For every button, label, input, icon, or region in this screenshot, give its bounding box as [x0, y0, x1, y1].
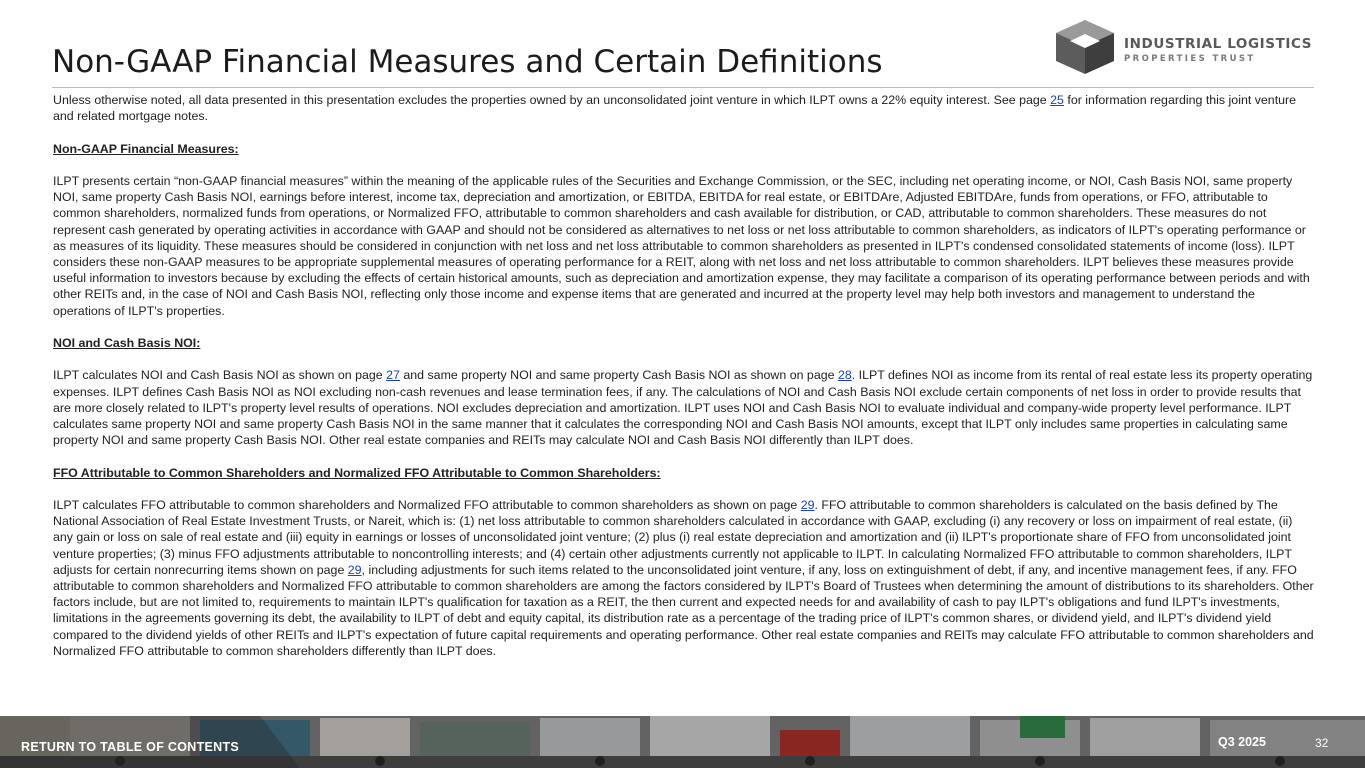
section-heading-ffo: FFO Attributable to Common Shareholders and Normalized FFO Attributable to Common Shareholders:: [53, 465, 661, 480]
definitions-body: [53, 92, 1315, 675]
page-link-27[interactable]: 27: [386, 368, 400, 383]
page-link-25[interactable]: 25: [1050, 93, 1064, 107]
logo-text-line2: PROPERTIES TRUST: [1124, 54, 1256, 64]
noi-text-2: and same property NOI and same property Cash Basis NOI as shown on page: [399, 368, 838, 383]
return-to-toc-link[interactable]: RETURN TO TABLE OF CONTENTS: [21, 740, 240, 754]
logo-cube-icon: [1054, 20, 1116, 74]
intro-text-end: for information regarding this joint venture and related mortgage notes.: [53, 93, 1297, 124]
section-heading-noi: NOI and Cash Basis NOI:: [53, 336, 201, 350]
section-heading-non-gaap: Non-GAAP Financial Measures:: [53, 141, 239, 156]
footer-banner: [0, 716, 1365, 768]
page-title: Non-GAAP Financial Measures and Certain Definitions: [52, 44, 883, 80]
section-body-noi: [53, 367, 1315, 448]
page-link-29-second[interactable]: 29: [347, 562, 362, 577]
ffo-text-1: ILPT calculates FFO attributable to common shareholders and Normalized FFO attributable to common shareholders as shown on page: [53, 497, 801, 512]
section-body-ffo: [53, 497, 1315, 659]
intro-paragraph: [53, 92, 1315, 124]
page-link-28[interactable]: 28: [837, 368, 852, 383]
logo-text-line1: INDUSTRIAL LOGISTICS: [1124, 36, 1313, 52]
section-body-non-gaap: ILPT presents certain “non-GAAP financial measures” within the meaning of the applicable rules of the Securities and Exchange Commission, or the SEC, including net operating income, or NOI, Cash Basis NOI, same property NOI, same property Cash Basis NOI, earnings before interest, income tax, depreciation and amortization, or EBITDA, EBITDA for real estate, or EBITDAre, Adjusted EBITDAre, funds from operations, or FFO, attributable to common shareholders, normalized funds from operations, or Normalized FFO, attributable to common shareholders and cash available for distribution, or CAD, attributable to common shareholders. These measures do not represent cash generated by operating activities in accordance with GAAP and should not be considered as alternatives to net loss or net loss attributable to common shareholders, as indicators of ILPT's operating performance or as measures of its liquidity. These measures should be considered in conjunction with net loss and net loss attributable to common shareholders as presented in ILPT's condensed consolidated statements of income (loss). ILPT considers these non-GAAP measures to be appropriate supplemental measures of operating performance for a REIT, along with net loss and net loss attributable to common shareholders. ILPT believes these measures provide useful information to investors because by excluding the effects of certain historical amounts, such as depreciation and amortization expense, they may facilitate a comparison of its operating performance between periods and with other REITs and, in the case of NOI and Cash Basis NOI, reflecting only those income and expense items that are generated and incurred at the property level may help both investors and management to understand the operations of ILPT's properties.: [53, 173, 1310, 318]
ffo-text-3: , including adjustments for such items related to the unconsolidated joint venture, if any, loss on extinguishment of debt, if any, and incentive management fees, if any. FFO attributable to common shareholders and Normalized FFO attributable to common shareholders are among the factors considered by ILPT's Board of Trustees when determining the amount of distributions to its shareholders. Other factors include, but are not limited to, requirements to maintain ILPT's qualification for taxation as a REIT, the then current and expected needs for and availability of cash to pay ILPT's obligations and fund ILPT's investments, limitations in the agreements governing its debt, the availability to ILPT of debt and equity capital, its distribution rate as a percentage of the trading price of ILPT's common shares, or dividend yield, and ILPT's dividend yield compared to the dividend yields of other REITs and ILPT's expectation of future capital requirements and operating performance. Other real estate companies and REITs may calculate FFO attributable to common shareholders and Normalized FFO attributable to common shareholders differently than ILPT does.: [53, 562, 1314, 658]
title-divider: [52, 87, 1314, 88]
quarter-label: Q3 2025: [1218, 735, 1266, 749]
page-number: 32: [1315, 736, 1329, 750]
noi-text-1: ILPT calculates NOI and Cash Basis NOI as shown on page: [53, 368, 387, 383]
ffo-text-2: . FFO attributable to common shareholders is calculated on the basis defined by The National Association of Real Estate Investment Trusts, or Nareit, which is: (1) net loss attributable to common shareholders calculated in accordance with GAAP, excluding (i) any recovery or loss on impairment of real estate, (ii) any gain or loss on sale of real estate and (iii) equity in earnings or losses of unconsolidated joint venture; (2) plus (i) real estate depreciation and amortization and (ii) ILPT's proportionate share of FFO from unconsolidated joint venture properties; (3) minus FFO adjustments attributable to noncontrolling interests; and (4) certain other adjustments currently not applicable to ILPT. In calculating Normalized FFO attributable to common shareholders, ILPT adjusts for certain nonrecurring items shown on page: [53, 497, 1293, 577]
company-logo: [1054, 20, 1324, 74]
noi-text-3: . ILPT defines NOI as income from its rental of real estate less its property operating expenses. ILPT defines Cash Basis NOI as NOI excluding non-cash revenues and lease termination fees, if any. The calculations of NOI and Cash Basis NOI exclude certain components of net loss in order to provide results that are more closely related to ILPT's property level results of operations. NOI excludes depreciation and amortization. ILPT uses NOI and Cash Basis NOI to evaluate individual and company-wide property level performance. ILPT calculates same property NOI and same property Cash Basis NOI in the same manner that it calculates the corresponding NOI and Cash Basis NOI amounts, except that ILPT only includes same properties in calculating same property NOI and same property Cash Basis NOI. Other real estate companies and REITs may calculate NOI and Cash Basis NOI differently than ILPT does.: [53, 368, 1313, 448]
intro-text: Unless otherwise noted, all data presented in this presentation excludes the properties owned by an unconsolidated joint venture in which ILPT owns a 22% equity interest. See page: [53, 93, 1051, 107]
page-link-29[interactable]: 29: [800, 497, 815, 512]
